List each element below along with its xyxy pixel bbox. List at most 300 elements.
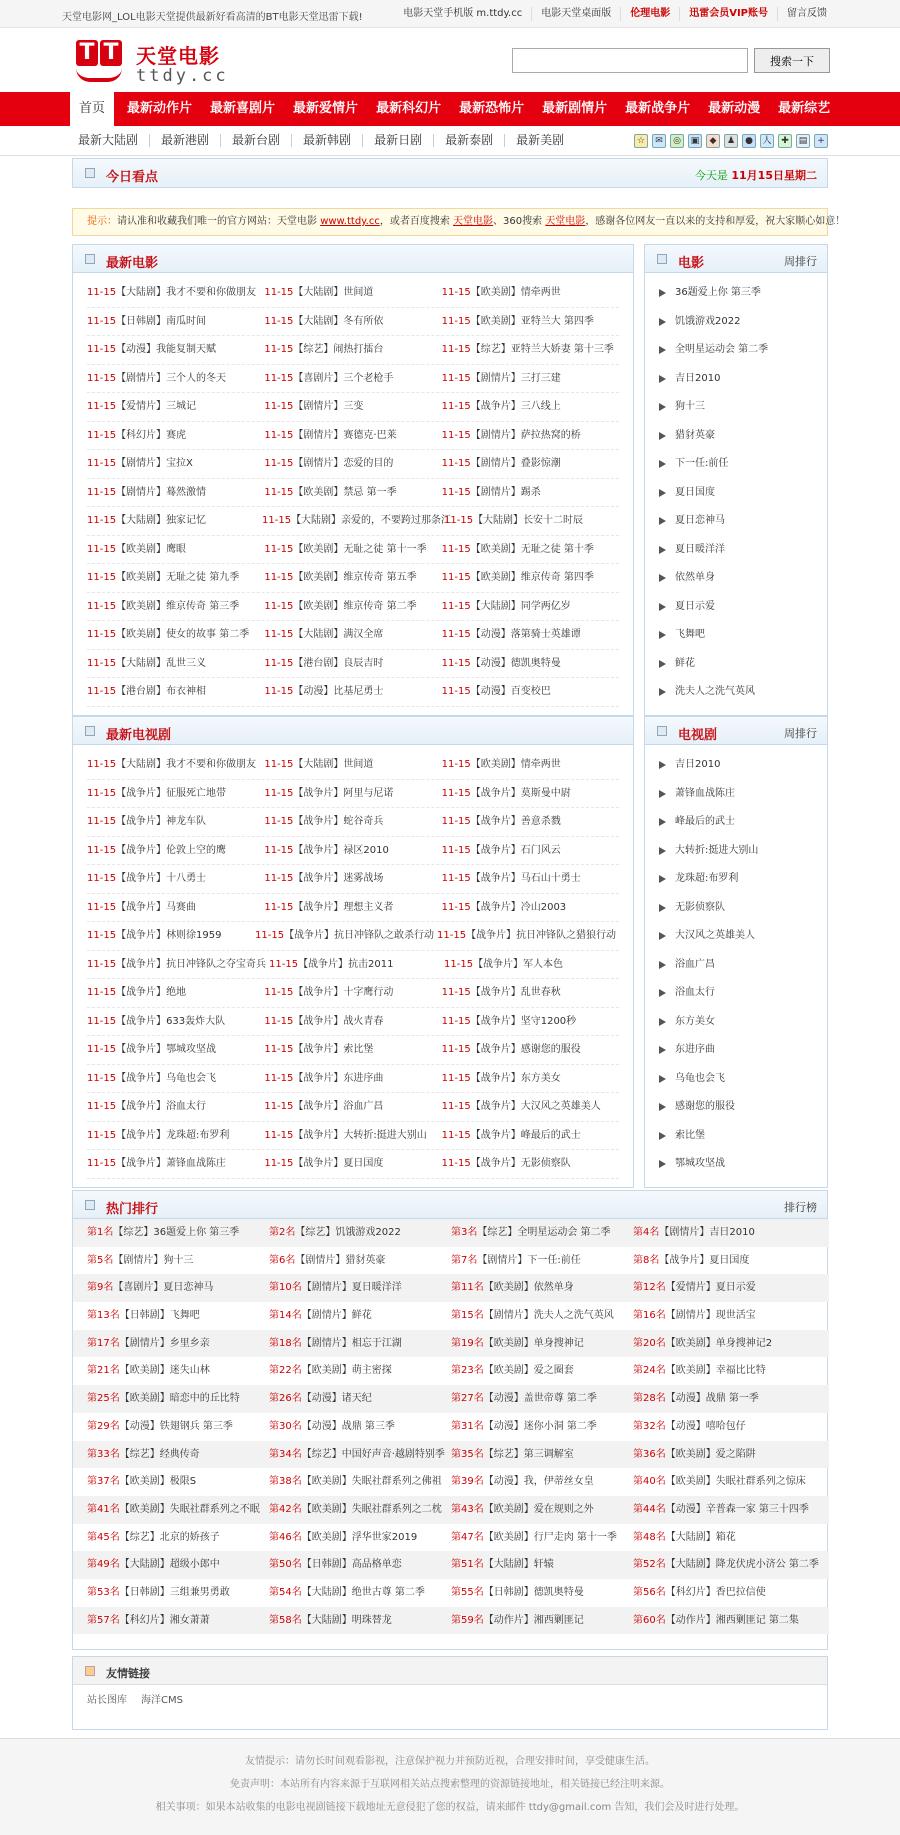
list-item[interactable] bbox=[87, 751, 264, 779]
list-item[interactable] bbox=[442, 751, 619, 779]
list-item[interactable] bbox=[264, 564, 441, 592]
item-title[interactable]: 迷雾战场 bbox=[343, 873, 384, 884]
item-title[interactable]: 亚特兰大娇妻 第十三季 bbox=[510, 344, 614, 355]
nav-item[interactable]: 最新剧情片 bbox=[542, 101, 608, 116]
list-item[interactable] bbox=[264, 479, 441, 507]
item-title[interactable]: 索比堡 bbox=[343, 1044, 374, 1055]
hot-item[interactable] bbox=[87, 1357, 269, 1385]
item-title[interactable]: 湘女萧萧 bbox=[169, 1614, 210, 1626]
item-title[interactable]: 大汉风之英雄美人 bbox=[520, 1101, 601, 1112]
share-icon[interactable]: ☆ bbox=[634, 134, 648, 148]
top-link[interactable]: 留言反馈 bbox=[777, 7, 836, 21]
share-icon[interactable]: ◆ bbox=[706, 134, 720, 148]
hot-item[interactable] bbox=[451, 1302, 633, 1330]
hot-item[interactable] bbox=[633, 1607, 815, 1635]
subnav-item[interactable]: 最新港剧 bbox=[149, 134, 220, 147]
hot-item[interactable] bbox=[87, 1330, 269, 1358]
so-keyword-link[interactable]: 天堂电影 bbox=[545, 216, 586, 227]
item-title[interactable]: 三个老枪手 bbox=[343, 372, 394, 384]
item-title[interactable]: 林则徐1959 bbox=[166, 930, 222, 941]
list-item[interactable] bbox=[264, 279, 441, 307]
item-title[interactable]: 征服死亡地带 bbox=[166, 787, 227, 799]
hot-item[interactable] bbox=[269, 1413, 451, 1441]
nav-item[interactable]: 最新科幻片 bbox=[376, 101, 442, 116]
item-title[interactable]: 石门风云 bbox=[520, 844, 561, 856]
item-title[interactable]: 三个人的冬天 bbox=[166, 372, 227, 384]
list-item[interactable] bbox=[87, 1065, 264, 1093]
item-title[interactable]: 乌龟也会飞 bbox=[166, 1072, 217, 1084]
hot-item[interactable] bbox=[87, 1441, 269, 1469]
item-title[interactable]: 我能复制天赋 bbox=[156, 344, 217, 355]
list-item[interactable] bbox=[444, 951, 619, 979]
item-title[interactable]: 明珠替龙 bbox=[351, 1614, 392, 1626]
list-item[interactable] bbox=[87, 837, 264, 865]
item-title[interactable]: 36题爱上你 第三季 bbox=[153, 1227, 240, 1238]
item-title[interactable]: 宝拉X bbox=[166, 458, 193, 469]
list-item[interactable] bbox=[264, 1150, 441, 1178]
rank-item[interactable]: 夏日暖洋洋 bbox=[657, 536, 768, 565]
nav-item[interactable]: 最新战争片 bbox=[625, 101, 691, 116]
item-title[interactable]: 夏日暖洋洋 bbox=[351, 1282, 402, 1294]
nav-item[interactable]: 最新喜剧片 bbox=[210, 101, 276, 116]
item-title[interactable]: 洗夫人之洗气英风 bbox=[533, 1310, 614, 1322]
hot-item[interactable] bbox=[269, 1274, 451, 1302]
item-title[interactable]: 辛普森一家 第三十四季 bbox=[705, 1503, 809, 1515]
list-item[interactable] bbox=[442, 650, 619, 678]
share-icon[interactable]: ✉ bbox=[652, 134, 666, 148]
item-title[interactable]: 德凯奥特曼 bbox=[533, 1586, 584, 1598]
rank-item[interactable]: 飞舞吧 bbox=[657, 621, 768, 650]
item-title[interactable]: 十八勇士 bbox=[166, 873, 207, 884]
item-title[interactable]: 浮华世家2019 bbox=[351, 1531, 418, 1543]
list-item[interactable] bbox=[87, 1122, 264, 1150]
item-title[interactable]: 踢杀 bbox=[520, 486, 541, 498]
item-title[interactable]: 伦敦上空的鹰 bbox=[166, 844, 227, 856]
nav-item[interactable]: 最新动漫 bbox=[708, 101, 761, 116]
hot-item[interactable] bbox=[269, 1302, 451, 1330]
item-title[interactable]: 维京传奇 第五季 bbox=[343, 572, 417, 583]
item-title[interactable]: 抗日冲锋队之夺宝奇兵 bbox=[166, 958, 267, 970]
hot-item[interactable] bbox=[633, 1247, 815, 1275]
item-title[interactable]: 情牵两世 bbox=[520, 287, 561, 298]
rank-item[interactable]: 无影侦察队 bbox=[657, 894, 758, 923]
subnav-item[interactable]: 最新美剧 bbox=[504, 134, 575, 147]
item-title[interactable]: 鲜花 bbox=[351, 1310, 372, 1322]
friend-link[interactable]: 海洋CMS bbox=[141, 1695, 183, 1706]
rank-item[interactable]: 36题爱上你 第三季 bbox=[657, 279, 768, 308]
list-item[interactable] bbox=[87, 951, 269, 979]
item-title[interactable]: 超级小郎中 bbox=[169, 1559, 220, 1571]
item-title[interactable]: 世间道 bbox=[343, 287, 374, 298]
rank-item[interactable]: 峰最后的武士 bbox=[657, 808, 758, 837]
item-title[interactable]: 相忘于江湖 bbox=[351, 1337, 402, 1349]
list-item[interactable] bbox=[442, 808, 619, 836]
hot-item[interactable] bbox=[633, 1413, 815, 1441]
item-title[interactable]: 十字鹰行动 bbox=[343, 987, 394, 998]
item-title[interactable]: 百变校巴 bbox=[510, 686, 551, 697]
item-title[interactable]: 战鼎 第三季 bbox=[341, 1420, 395, 1432]
item-title[interactable]: 盖世帝尊 第二季 bbox=[523, 1393, 597, 1405]
item-title[interactable]: 我才不要和你做朋友 bbox=[166, 759, 257, 770]
item-title[interactable]: 峰最后的武士 bbox=[520, 1129, 581, 1141]
list-item[interactable] bbox=[442, 450, 619, 478]
list-item[interactable] bbox=[264, 621, 441, 649]
search-button[interactable]: 搜索一下 bbox=[754, 48, 830, 73]
rank-item[interactable]: 夏日示爱 bbox=[657, 593, 768, 622]
list-item[interactable] bbox=[437, 922, 619, 950]
item-title[interactable]: 无耻之徒 第十一季 bbox=[343, 543, 427, 555]
rank-item[interactable]: 乌龟也会飞 bbox=[657, 1065, 758, 1094]
hot-item[interactable] bbox=[451, 1579, 633, 1607]
hot-item[interactable] bbox=[451, 1219, 633, 1247]
list-item[interactable] bbox=[442, 279, 619, 307]
list-item[interactable] bbox=[264, 865, 441, 893]
list-item[interactable] bbox=[264, 837, 441, 865]
hot-item[interactable] bbox=[87, 1274, 269, 1302]
hot-item[interactable] bbox=[269, 1357, 451, 1385]
item-title[interactable]: 叠影惊潮 bbox=[520, 458, 561, 469]
item-title[interactable]: 夏日国度 bbox=[343, 1158, 384, 1169]
item-title[interactable]: 南瓜时间 bbox=[166, 315, 207, 327]
list-item[interactable] bbox=[442, 621, 619, 649]
item-title[interactable]: 飞舞吧 bbox=[169, 1310, 200, 1322]
item-title[interactable]: 三组兼男勇敢 bbox=[169, 1586, 230, 1598]
list-item[interactable] bbox=[264, 780, 441, 808]
item-title[interactable]: 感谢您的服役 bbox=[520, 1044, 581, 1055]
hot-item[interactable] bbox=[451, 1247, 633, 1275]
item-title[interactable]: 抗击2011 bbox=[348, 958, 394, 970]
list-item[interactable] bbox=[264, 393, 441, 421]
item-title[interactable]: 三变 bbox=[343, 401, 364, 412]
list-item[interactable] bbox=[264, 979, 441, 1007]
item-title[interactable]: 萨拉热窝的桥 bbox=[520, 429, 581, 441]
hot-item[interactable] bbox=[269, 1441, 451, 1469]
hot-item[interactable] bbox=[633, 1496, 815, 1524]
item-title[interactable]: 冷山2003 bbox=[520, 901, 567, 913]
hot-item[interactable] bbox=[633, 1441, 815, 1469]
item-title[interactable]: 赛德克·巴莱 bbox=[343, 429, 397, 441]
item-title[interactable]: 失眠社群系列之惊床 bbox=[715, 1476, 806, 1488]
item-title[interactable]: 神龙车队 bbox=[166, 816, 207, 827]
list-item[interactable] bbox=[87, 1036, 264, 1064]
item-title[interactable]: 浴血广昌 bbox=[343, 1101, 384, 1112]
list-item[interactable] bbox=[87, 678, 264, 706]
list-item[interactable] bbox=[87, 564, 264, 592]
rank-item[interactable]: 大汉风之英雄美人 bbox=[657, 922, 758, 951]
list-item[interactable] bbox=[87, 393, 264, 421]
item-title[interactable]: 现世活宝 bbox=[715, 1310, 756, 1322]
hot-item[interactable] bbox=[87, 1607, 269, 1635]
subnav-item[interactable]: 最新日剧 bbox=[362, 134, 433, 147]
hot-item[interactable] bbox=[451, 1607, 633, 1635]
item-title[interactable]: 浴血太行 bbox=[166, 1101, 207, 1112]
item-title[interactable]: 极限S bbox=[169, 1476, 197, 1488]
share-icon[interactable]: ▣ bbox=[688, 134, 702, 148]
rank-item[interactable]: 浴血广昌 bbox=[657, 951, 758, 980]
list-item[interactable] bbox=[264, 365, 441, 393]
list-item[interactable] bbox=[269, 951, 444, 979]
top-link[interactable]: 伦理电影 bbox=[620, 7, 679, 21]
item-title[interactable]: 夏日恋神马 bbox=[163, 1282, 214, 1294]
item-title[interactable]: 迷失山林 bbox=[169, 1365, 210, 1377]
list-item[interactable] bbox=[442, 479, 619, 507]
rank-item[interactable]: 夏日国度 bbox=[657, 479, 768, 508]
item-title[interactable]: 马石山十勇士 bbox=[520, 873, 581, 884]
hot-item[interactable] bbox=[87, 1247, 269, 1275]
hot-item[interactable] bbox=[633, 1302, 815, 1330]
list-item[interactable] bbox=[87, 979, 264, 1007]
subnav-item[interactable]: 最新台剧 bbox=[220, 134, 291, 147]
item-title[interactable]: 禄区2010 bbox=[343, 844, 389, 856]
list-item[interactable] bbox=[442, 1122, 619, 1150]
rank-item[interactable]: 感谢您的服役 bbox=[657, 1093, 758, 1122]
list-item[interactable] bbox=[264, 450, 441, 478]
list-item[interactable] bbox=[262, 507, 452, 535]
item-title[interactable]: 三打三建 bbox=[520, 372, 561, 384]
item-title[interactable]: 满汉全席 bbox=[343, 629, 384, 640]
list-item[interactable] bbox=[87, 507, 262, 535]
list-item[interactable] bbox=[442, 894, 619, 922]
item-title[interactable]: 绝世古尊 第二季 bbox=[351, 1586, 425, 1598]
subnav-item[interactable]: 最新泰剧 bbox=[433, 134, 504, 147]
item-title[interactable]: 爱在规则之外 bbox=[533, 1503, 594, 1515]
item-title[interactable]: 三城记 bbox=[166, 401, 197, 412]
list-item[interactable] bbox=[442, 308, 619, 336]
item-title[interactable]: 维京传奇 第二季 bbox=[343, 600, 417, 612]
item-title[interactable]: 暗恋中的丘比特 bbox=[169, 1393, 240, 1405]
item-title[interactable]: 饥饿游戏2022 bbox=[335, 1227, 401, 1238]
share-icon[interactable]: 人 bbox=[760, 134, 774, 148]
item-title[interactable]: 铁翅钢兵 第三季 bbox=[159, 1420, 233, 1432]
item-title[interactable]: 无影侦察队 bbox=[520, 1158, 571, 1169]
hot-item[interactable] bbox=[269, 1330, 451, 1358]
subnav-item[interactable]: 最新大陆剧 bbox=[78, 133, 139, 147]
list-item[interactable] bbox=[87, 780, 264, 808]
list-item[interactable] bbox=[442, 536, 619, 564]
list-item[interactable] bbox=[87, 922, 255, 950]
rank-item[interactable]: 下一任:前任 bbox=[657, 450, 768, 479]
item-title[interactable]: 闹热打擂台 bbox=[333, 344, 384, 355]
nav-item[interactable]: 首页 bbox=[70, 92, 114, 128]
item-title[interactable]: 良辰吉时 bbox=[343, 657, 384, 669]
item-title[interactable]: 龙珠超:布罗利 bbox=[166, 1129, 230, 1141]
list-item[interactable] bbox=[87, 865, 264, 893]
rank-item[interactable]: 龙珠超:布罗利 bbox=[657, 865, 758, 894]
list-item[interactable] bbox=[87, 1150, 264, 1178]
hot-item[interactable] bbox=[87, 1551, 269, 1579]
list-item[interactable] bbox=[442, 365, 619, 393]
list-item[interactable] bbox=[442, 1036, 619, 1064]
item-title[interactable]: 乱世三义 bbox=[166, 657, 207, 669]
nav-item[interactable]: 最新爱情片 bbox=[293, 101, 359, 116]
hot-item[interactable] bbox=[87, 1219, 269, 1247]
item-title[interactable]: 湘西剿匪记 第二集 bbox=[715, 1614, 799, 1626]
hot-item[interactable] bbox=[633, 1330, 815, 1358]
list-item[interactable] bbox=[87, 1008, 264, 1036]
hot-item[interactable] bbox=[451, 1330, 633, 1358]
hot-item[interactable] bbox=[269, 1524, 451, 1552]
list-item[interactable] bbox=[264, 678, 441, 706]
rank-item[interactable]: 夏日恋神马 bbox=[657, 507, 768, 536]
hot-item[interactable] bbox=[269, 1247, 451, 1275]
item-title[interactable]: 军人本色 bbox=[523, 958, 564, 970]
weekly-rank-link[interactable]: 周排行 bbox=[784, 727, 817, 740]
item-title[interactable]: 箱花 bbox=[715, 1531, 736, 1543]
hot-item[interactable] bbox=[269, 1551, 451, 1579]
item-title[interactable]: 恋爱的目的 bbox=[343, 458, 394, 469]
item-title[interactable]: 下一任:前任 bbox=[527, 1254, 581, 1266]
list-item[interactable] bbox=[87, 365, 264, 393]
baidu-keyword-link[interactable]: 天堂电影 bbox=[453, 216, 494, 227]
hot-item[interactable] bbox=[87, 1496, 269, 1524]
share-icon[interactable]: ▤ bbox=[796, 134, 810, 148]
list-item[interactable] bbox=[87, 308, 264, 336]
hot-item[interactable] bbox=[451, 1468, 633, 1496]
item-title[interactable]: 湘西剿匪记 bbox=[533, 1614, 584, 1626]
list-item[interactable] bbox=[264, 751, 441, 779]
nav-item[interactable]: 最新恐怖片 bbox=[459, 101, 525, 116]
item-title[interactable]: 维京传奇 第三季 bbox=[166, 600, 240, 612]
item-title[interactable]: 香巴拉信使 bbox=[715, 1586, 766, 1598]
list-item[interactable] bbox=[87, 279, 264, 307]
list-item[interactable] bbox=[87, 422, 264, 450]
item-title[interactable]: 单身搜神记2 bbox=[715, 1337, 773, 1349]
item-title[interactable]: 失眠社群系列之二枕 bbox=[351, 1503, 442, 1515]
share-icon[interactable]: ● bbox=[742, 134, 756, 148]
list-item[interactable] bbox=[87, 808, 264, 836]
list-item[interactable] bbox=[264, 1008, 441, 1036]
weekly-rank-link[interactable]: 周排行 bbox=[784, 255, 817, 268]
item-title[interactable]: 单身搜神记 bbox=[533, 1337, 584, 1349]
item-title[interactable]: 阿里与尼诺 bbox=[343, 787, 394, 799]
item-title[interactable]: 轩辕 bbox=[533, 1559, 554, 1571]
rank-item[interactable]: 吉日2010 bbox=[657, 365, 768, 394]
item-title[interactable]: 长安十二时辰 bbox=[523, 515, 584, 526]
hot-item[interactable] bbox=[451, 1551, 633, 1579]
item-title[interactable]: 战鼎 第一季 bbox=[705, 1393, 759, 1405]
hot-item[interactable] bbox=[633, 1524, 815, 1552]
list-item[interactable] bbox=[442, 1008, 619, 1036]
rank-item[interactable]: 鲜花 bbox=[657, 650, 768, 679]
hot-item[interactable] bbox=[269, 1607, 451, 1635]
list-item[interactable] bbox=[442, 336, 619, 364]
item-title[interactable]: 禁忌 第一季 bbox=[343, 486, 397, 498]
rank-item[interactable]: 浴血太行 bbox=[657, 979, 758, 1008]
item-title[interactable]: 绝地 bbox=[166, 987, 187, 998]
item-title[interactable]: 马赛曲 bbox=[166, 901, 197, 913]
share-icon[interactable]: ♟ bbox=[724, 134, 738, 148]
item-title[interactable]: 蛇谷奇兵 bbox=[343, 816, 384, 827]
list-item[interactable] bbox=[264, 1036, 441, 1064]
list-item[interactable] bbox=[442, 1065, 619, 1093]
item-title[interactable]: 迷你小洞 第二季 bbox=[523, 1420, 597, 1432]
share-icon[interactable]: ✚ bbox=[778, 134, 792, 148]
friend-link[interactable]: 站长图库 bbox=[87, 1695, 127, 1706]
item-title[interactable]: 三八线上 bbox=[520, 401, 561, 412]
item-title[interactable]: 爱之圈套 bbox=[533, 1365, 574, 1377]
list-item[interactable] bbox=[442, 593, 619, 621]
item-title[interactable]: 世间道 bbox=[343, 759, 374, 770]
hot-item[interactable] bbox=[269, 1385, 451, 1413]
item-title[interactable]: 我，伊蒂丝女皇 bbox=[523, 1476, 594, 1488]
hot-item[interactable] bbox=[87, 1468, 269, 1496]
hot-item[interactable] bbox=[451, 1413, 633, 1441]
item-title[interactable]: 我才不要和你做朋友 bbox=[166, 287, 257, 298]
list-item[interactable] bbox=[87, 650, 264, 678]
item-title[interactable]: 中国好声音·越剧特别季 bbox=[341, 1448, 445, 1460]
item-title[interactable]: 赛虎 bbox=[166, 429, 187, 441]
item-title[interactable]: 吉日2010 bbox=[709, 1227, 755, 1238]
subnav-item[interactable]: 最新韩剧 bbox=[291, 134, 362, 147]
item-title[interactable]: 独家记忆 bbox=[166, 515, 207, 526]
top-link[interactable]: 迅雷会员VIP账号 bbox=[679, 7, 777, 21]
item-title[interactable]: 幸福比比特 bbox=[715, 1365, 766, 1377]
list-item[interactable] bbox=[87, 479, 264, 507]
rank-item[interactable]: 狗十三 bbox=[657, 393, 768, 422]
rank-item[interactable]: 大转折:挺进大别山 bbox=[657, 837, 758, 866]
item-title[interactable]: 莫斯曼中尉 bbox=[520, 787, 571, 799]
rank-item[interactable]: 饥饿游戏2022 bbox=[657, 308, 768, 337]
item-title[interactable]: 情牵两世 bbox=[520, 759, 561, 770]
hot-item[interactable] bbox=[451, 1496, 633, 1524]
item-title[interactable]: 夏日国度 bbox=[709, 1254, 750, 1266]
hot-item[interactable] bbox=[633, 1579, 815, 1607]
list-item[interactable] bbox=[87, 621, 264, 649]
item-title[interactable]: 鄂城攻坚战 bbox=[166, 1044, 217, 1055]
hot-item[interactable] bbox=[269, 1468, 451, 1496]
item-title[interactable]: 狗十三 bbox=[163, 1254, 194, 1266]
rank-item[interactable]: 猎豺英豪 bbox=[657, 422, 768, 451]
list-item[interactable] bbox=[264, 1065, 441, 1093]
item-title[interactable]: 萌主密探 bbox=[351, 1365, 392, 1377]
item-title[interactable]: 理想主义者 bbox=[343, 901, 394, 913]
item-title[interactable]: 嘻哈包仔 bbox=[705, 1420, 746, 1432]
list-item[interactable] bbox=[442, 1150, 619, 1178]
ranking-link[interactable]: 排行榜 bbox=[784, 1201, 817, 1214]
hot-item[interactable] bbox=[451, 1385, 633, 1413]
list-item[interactable] bbox=[87, 536, 264, 564]
list-item[interactable] bbox=[444, 507, 619, 535]
list-item[interactable] bbox=[264, 422, 441, 450]
list-item[interactable] bbox=[442, 393, 619, 421]
list-item[interactable] bbox=[264, 536, 441, 564]
hot-item[interactable] bbox=[633, 1385, 815, 1413]
hot-item[interactable] bbox=[633, 1468, 815, 1496]
item-title[interactable]: 猎豺英豪 bbox=[345, 1254, 386, 1266]
list-item[interactable] bbox=[442, 780, 619, 808]
hot-item[interactable] bbox=[451, 1441, 633, 1469]
item-title[interactable]: 第三调解室 bbox=[523, 1448, 574, 1460]
item-title[interactable]: 全明星运动会 第二季 bbox=[517, 1227, 611, 1238]
item-title[interactable]: 落第骑士英雄谭 bbox=[510, 629, 581, 640]
list-item[interactable] bbox=[442, 865, 619, 893]
item-title[interactable]: 东进序曲 bbox=[343, 1072, 384, 1084]
item-title[interactable]: 失眠社群系列之佛祖 bbox=[351, 1476, 442, 1488]
hot-item[interactable] bbox=[87, 1302, 269, 1330]
item-title[interactable]: 冬有所依 bbox=[343, 315, 384, 327]
rank-item[interactable]: 全明星运动会 第二季 bbox=[657, 336, 768, 365]
list-item[interactable] bbox=[264, 593, 441, 621]
hot-item[interactable] bbox=[87, 1413, 269, 1441]
hot-item[interactable] bbox=[269, 1496, 451, 1524]
list-item[interactable] bbox=[264, 808, 441, 836]
hot-item[interactable] bbox=[633, 1357, 815, 1385]
item-title[interactable]: 高品格单恋 bbox=[351, 1559, 402, 1571]
item-title[interactable]: 降龙伏虎小济公 第二季 bbox=[715, 1559, 819, 1571]
hot-item[interactable] bbox=[633, 1219, 815, 1247]
item-title[interactable]: 大转折:挺进大别山 bbox=[343, 1129, 427, 1141]
list-item[interactable] bbox=[442, 564, 619, 592]
